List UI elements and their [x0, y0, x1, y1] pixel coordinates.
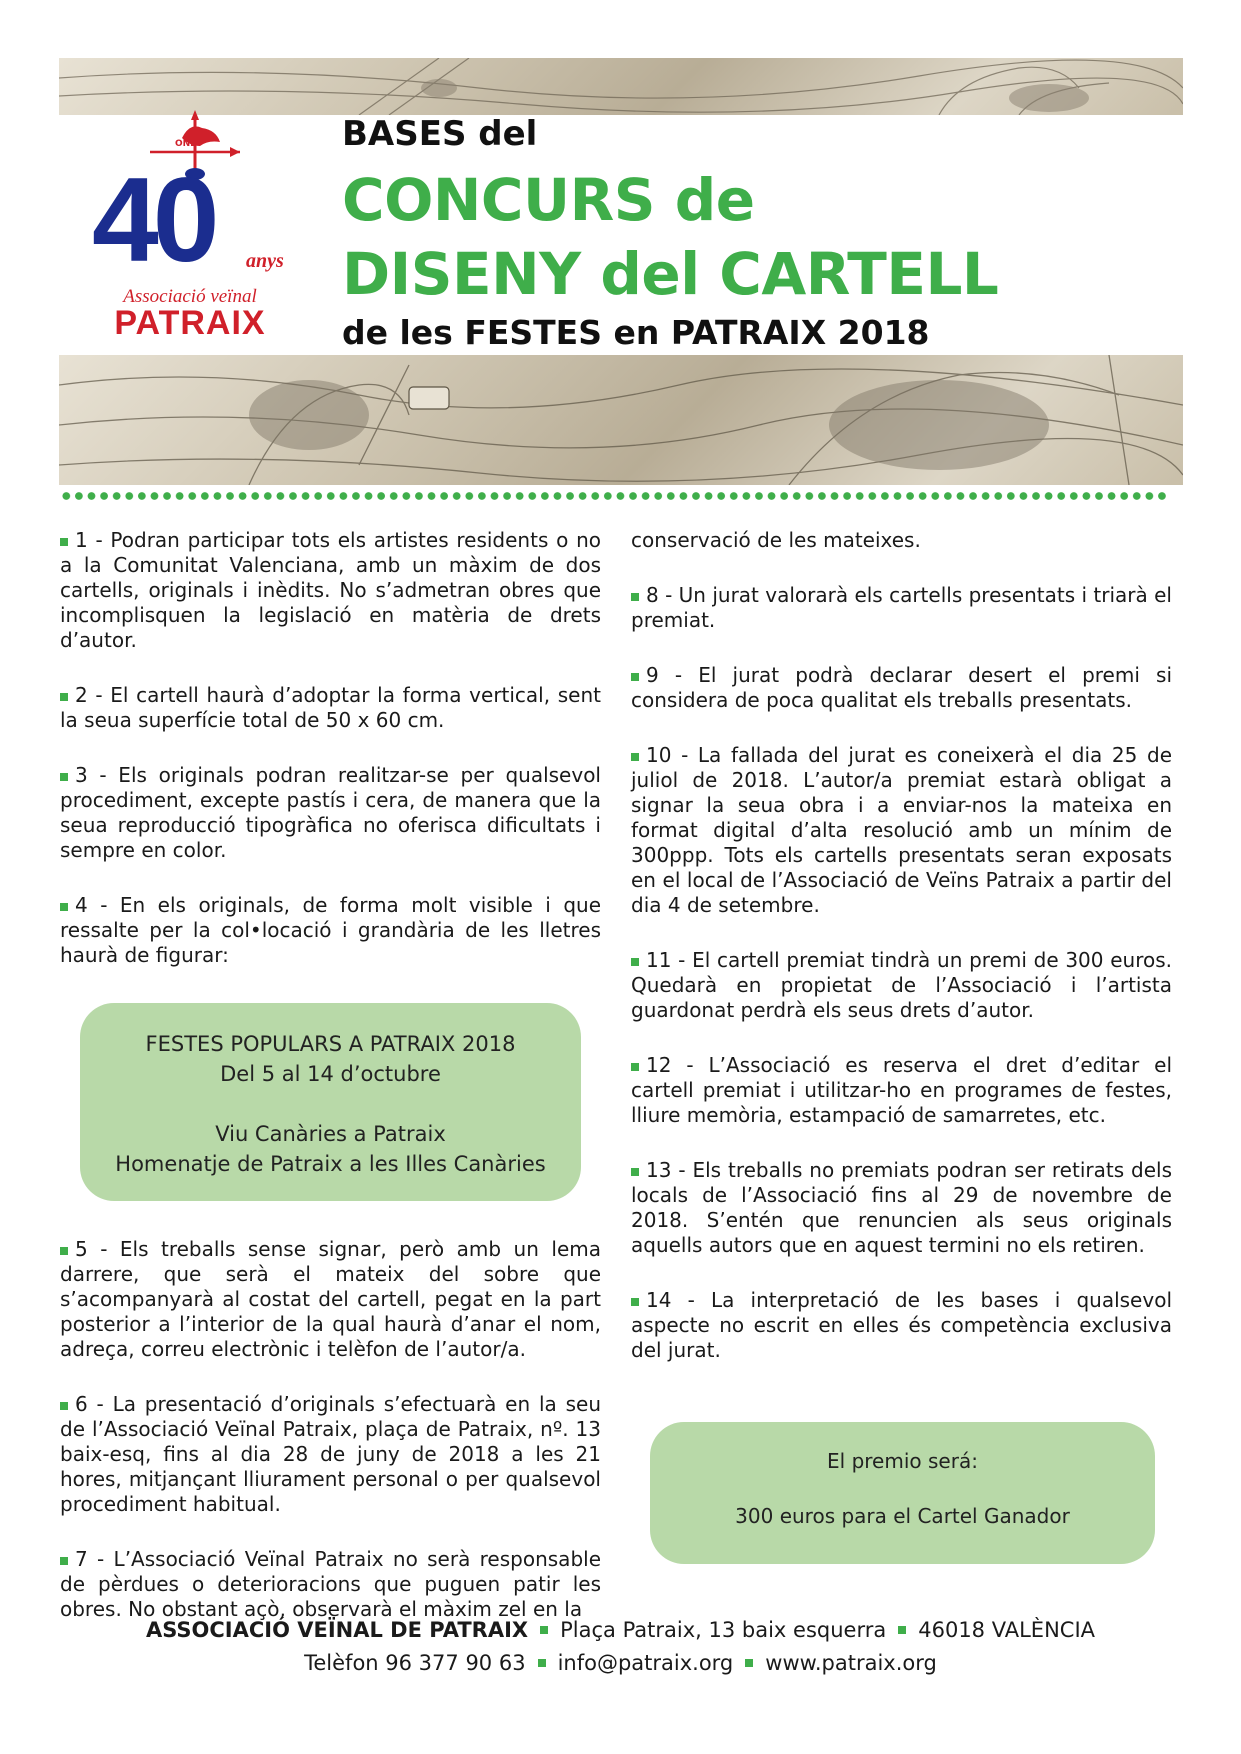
bullet-icon — [898, 1626, 906, 1634]
rules-column-right — [631, 528, 1172, 1393]
svg-text:ONE: ONE — [175, 139, 197, 149]
festes-line3: Viu Canàries a Patraix — [215, 1122, 446, 1146]
rule-continuation: conservació de les mateixes. — [631, 528, 921, 552]
footer-org: ASSOCIACIÓ VEÏNAL DE PATRAIX — [145, 1618, 529, 1642]
festes-line1: FESTES POPULARS A PATRAIX 2018 — [145, 1032, 516, 1056]
logo-number: 40 — [92, 153, 214, 287]
rule-item: 12 - L’Associació es reserva el dret d’editar el cartell premiat i utilitzar-ho en programes de festes, lliure memòria, estampació de samarretes, etc. — [631, 1053, 1172, 1127]
bullet-icon — [60, 1247, 68, 1255]
logo-anys: anys — [246, 250, 284, 272]
rule-item: 6 - La presentació d’originals s’efectuarà en la seu de l’Associació Veïnal Patraix, plaça de Patraix, nº. 13 baix-esq, fins al dia 28 de juny de 2018 a les 21 hores, mitjançant lliurament personal o per qualsevol procediment habitual. — [60, 1392, 601, 1516]
rule-item: 7 - L’Associació Veïnal Patraix no serà responsable de pèrdues o deterioracions que puguen patir les obres. No obstant açò, observarà el màxim zel en la — [60, 1547, 601, 1621]
bullet-icon — [631, 753, 639, 761]
logo-assoc: Associació veïnal — [123, 286, 257, 307]
prize-box — [650, 1422, 1155, 1564]
footer-line2 — [0, 1651, 1241, 1675]
bullet-icon — [538, 1659, 546, 1667]
bullet-icon — [540, 1626, 548, 1634]
festes-info-box — [80, 1003, 581, 1201]
festes-line4: Homenatje de Patraix a les Illes Canàries — [115, 1152, 546, 1176]
footer-city: 46018 VALÈNCIA — [918, 1618, 1096, 1642]
rule-item: 4 - En els originals, de forma molt visible i que ressalte per la col•locació i grandària de les lletres haurà de figurar: — [60, 893, 601, 967]
bullet-icon — [60, 693, 68, 701]
rules-column-left — [60, 528, 601, 1622]
bullet-icon — [60, 1557, 68, 1565]
bullet-icon — [631, 673, 639, 681]
bullet-icon — [745, 1659, 753, 1667]
bullet-icon — [60, 773, 68, 781]
prize-heading: El premio será: — [827, 1449, 978, 1473]
bullet-icon — [631, 593, 639, 601]
footer-email[interactable]: info@patraix.org — [557, 1651, 734, 1675]
header-artwork-top — [59, 58, 1183, 115]
bullet-icon — [631, 1063, 639, 1071]
page-subtitle: de les FESTES en PATRAIX 2018 — [342, 313, 930, 352]
page-title-line2: DISENY del CARTELL — [342, 240, 999, 308]
header-artwork-bottom — [59, 355, 1183, 485]
footer-phone: Telèfon 96 377 90 63 — [304, 1651, 526, 1675]
rule-item: 14 - La interpretació de les bases i qualsevol aspecte no escrit en elles és competència exclusiva del jurat. — [631, 1288, 1172, 1362]
rule-item: 3 - Els originals podran realitzar-se per qualsevol procediment, excepte pastís i cera, de manera que la seua reproducció tipogràfica no oferisca dificultats i sempre en color. — [60, 763, 601, 862]
prize-amount: 300 euros para el Cartel Ganador — [735, 1504, 1070, 1528]
page-title-line1: CONCURS de — [342, 166, 755, 234]
rule-item: 1 - Podran participar tots els artistes residents o no a la Comunitat Valenciana, amb un màxim de dos cartells, originals i inèdits. No s’admetran obres que incomplisquen la legislació en matèria de drets d’autor. — [60, 528, 601, 652]
bullet-icon — [60, 903, 68, 911]
page-pretitle: BASES del — [342, 114, 538, 154]
rule-item: 5 - Els treballs sense signar, però amb un lema darrere, que serà el mateix del sobre que s’acompanyarà al costat del cartell, pegat en la part posterior a l’interior de la qual haurà d’anar el nom, adreça, correu electrònic i telèfon de l’autor/a. — [60, 1237, 601, 1361]
bullet-icon — [631, 1168, 639, 1176]
bullet-icon — [631, 958, 639, 966]
rule-item: 11 - El cartell premiat tindrà un premi de 300 euros. Quedarà en propietat de l’Associació i l’artista guardonat perdrà els seus drets d’autor. — [631, 948, 1172, 1022]
bullet-icon — [631, 1298, 639, 1306]
bullet-icon — [60, 1402, 68, 1410]
logo-name: PATRAIX — [114, 304, 266, 342]
association-logo — [90, 110, 300, 350]
rule-item: 9 - El jurat podrà declarar desert el premi si considera de poca qualitat els treballs presentats. — [631, 663, 1172, 712]
footer-line1 — [0, 1618, 1241, 1642]
bullet-icon — [60, 538, 68, 546]
footer-address: Plaça Patraix, 13 baix esquerra — [560, 1618, 887, 1642]
rule-item: 2 - El cartell haurà d’adoptar la forma vertical, sent la seua superfície total de 50 x 60 cm. — [60, 683, 601, 732]
rule-item: 13 - Els treballs no premiats podran ser retirats dels locals de l’Associació fins al 29 de novembre de 2018. S’entén que renuncien als seus originals aquells autors que en aquest termini no els retiren. — [631, 1158, 1172, 1257]
rule-item: 10 - La fallada del jurat es coneixerà el dia 25 de juliol de 2018. L’autor/a premiat estarà obligat a signar la seua obra i a enviar-nos la mateixa en format digital d’alta resolució amb un mínim de 300ppp. Tots els cartells presentats seran exposats en el local de l’Associació de Veïns Patraix a partir del dia 4 de setembre. — [631, 743, 1172, 917]
rule-item: 8 - Un jurat valorarà els cartells presentats i triarà el premiat. — [631, 583, 1172, 632]
dotted-divider — [60, 491, 1170, 501]
footer-web[interactable]: www.patraix.org — [765, 1651, 937, 1675]
festes-line2: Del 5 al 14 d’octubre — [220, 1062, 441, 1086]
